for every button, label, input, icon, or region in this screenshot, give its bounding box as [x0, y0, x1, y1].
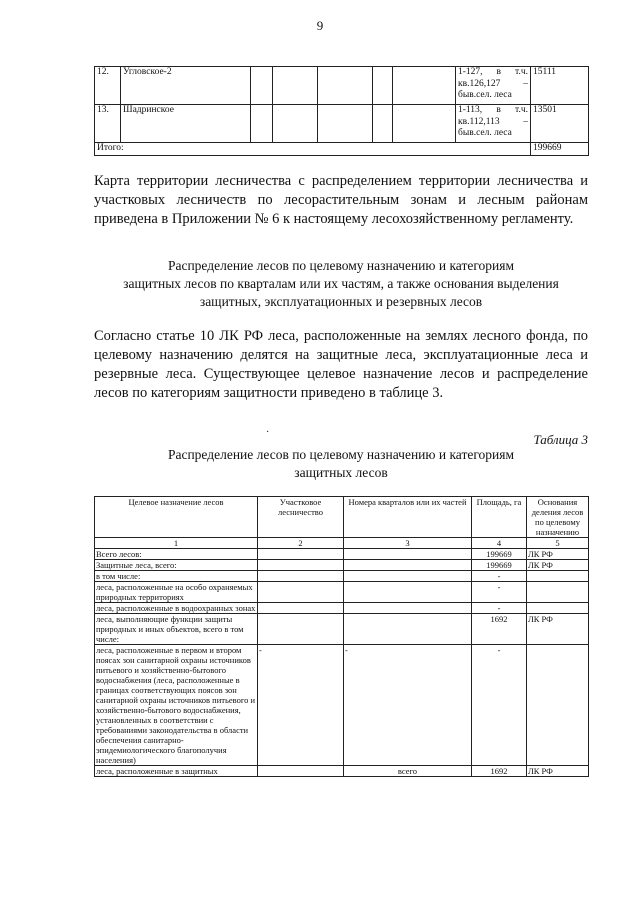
total-value: 199669 — [531, 143, 589, 156]
header-basis: Основания деления лесов по целевому назначению — [527, 497, 589, 538]
district-name: Угловское-2 — [121, 67, 251, 105]
quarters-cell: 1-113, в т.ч. кв.112,113 – быв.сел. леса — [456, 105, 531, 143]
quarters-cell: 1-127, в т.ч. кв.126,127 – быв.сел. леса — [456, 67, 531, 105]
table-row: леса, расположенные в водоохранных зонах - — [95, 603, 589, 614]
forest-purpose-table — [94, 496, 589, 777]
table-row — [95, 67, 589, 105]
table-header-row — [95, 497, 589, 538]
table-row: леса, расположенные в защитных всего 1692 ЛК РФ — [95, 766, 589, 777]
forestry-districts-table-continuation — [94, 66, 589, 156]
area-cell: 15111 — [531, 67, 589, 105]
total-row — [95, 143, 589, 156]
total-label: Итого: — [95, 143, 531, 156]
header-area: Площадь, га — [472, 497, 527, 538]
table-row — [95, 105, 589, 143]
table-row: Всего лесов: 199669 ЛК РФ — [95, 549, 589, 560]
stray-mark: · — [266, 427, 270, 438]
header-quarters: Номера кварталов или их частей — [344, 497, 472, 538]
table-row: леса, расположенные в первом и втором поясах зон санитарной охраны источников питьевого и хозяйственно-бытового водоснабжения (леса, расположенные в границах соответствующих поясов зон санитарной охраны источников питьевого и хозяйственно-бытового водоснабжения, установленных в соответствии с требованиями законодательства в области обеспечения санитарно-эпидемиологического благополучия населения) - - - — [95, 645, 589, 766]
section-heading: Распределение лесов по целевому назначению и категориям защитных лесов по кварталам или их частям, а также основания выделения защитных, эксплуатационных и резервных лесов — [123, 258, 559, 309]
row-number: 12. — [95, 67, 121, 105]
paragraph-article-10: Согласно статье 10 ЛК РФ леса, расположенные на землях лесного фонда, по целевому назначению делятся на защитные леса, эксплуатационные леса и резервные леса. Существующее целевое назначение лесов и распределение лесов по категориям защитности приведено в таблице 3. — [94, 328, 588, 401]
paragraph-map-appendix: Карта территории лесничества с распределением территории лесничества и участковых лесничеств по лесорастительным зонам и лесным районам приведена в Приложении № 6 к настоящему лесохозяйственному регламенту. — [94, 173, 588, 227]
table-caption: Таблица 3 — [533, 432, 588, 447]
table-row: леса, выполняющие функции защиты природных и иных объектов, всего в том числе: 1692 ЛК РФ — [95, 614, 589, 645]
column-number-row: 1 2 3 4 5 — [95, 538, 589, 549]
row-number: 13. — [95, 105, 121, 143]
table-title: Распределение лесов по целевому назначению и категориям защитных лесов — [167, 447, 515, 480]
area-cell: 13501 — [531, 105, 589, 143]
table-row: в том числе: - — [95, 571, 589, 582]
table-row: леса, расположенные на особо охраняемых природных территориях - — [95, 582, 589, 603]
header-purpose: Целевое назначение лесов — [95, 497, 258, 538]
header-district: Участковое лесничество — [258, 497, 344, 538]
page-number: 9 — [316, 18, 324, 33]
table-row: Защитные леса, всего: 199669 ЛК РФ — [95, 560, 589, 571]
district-name: Шадринское — [121, 105, 251, 143]
